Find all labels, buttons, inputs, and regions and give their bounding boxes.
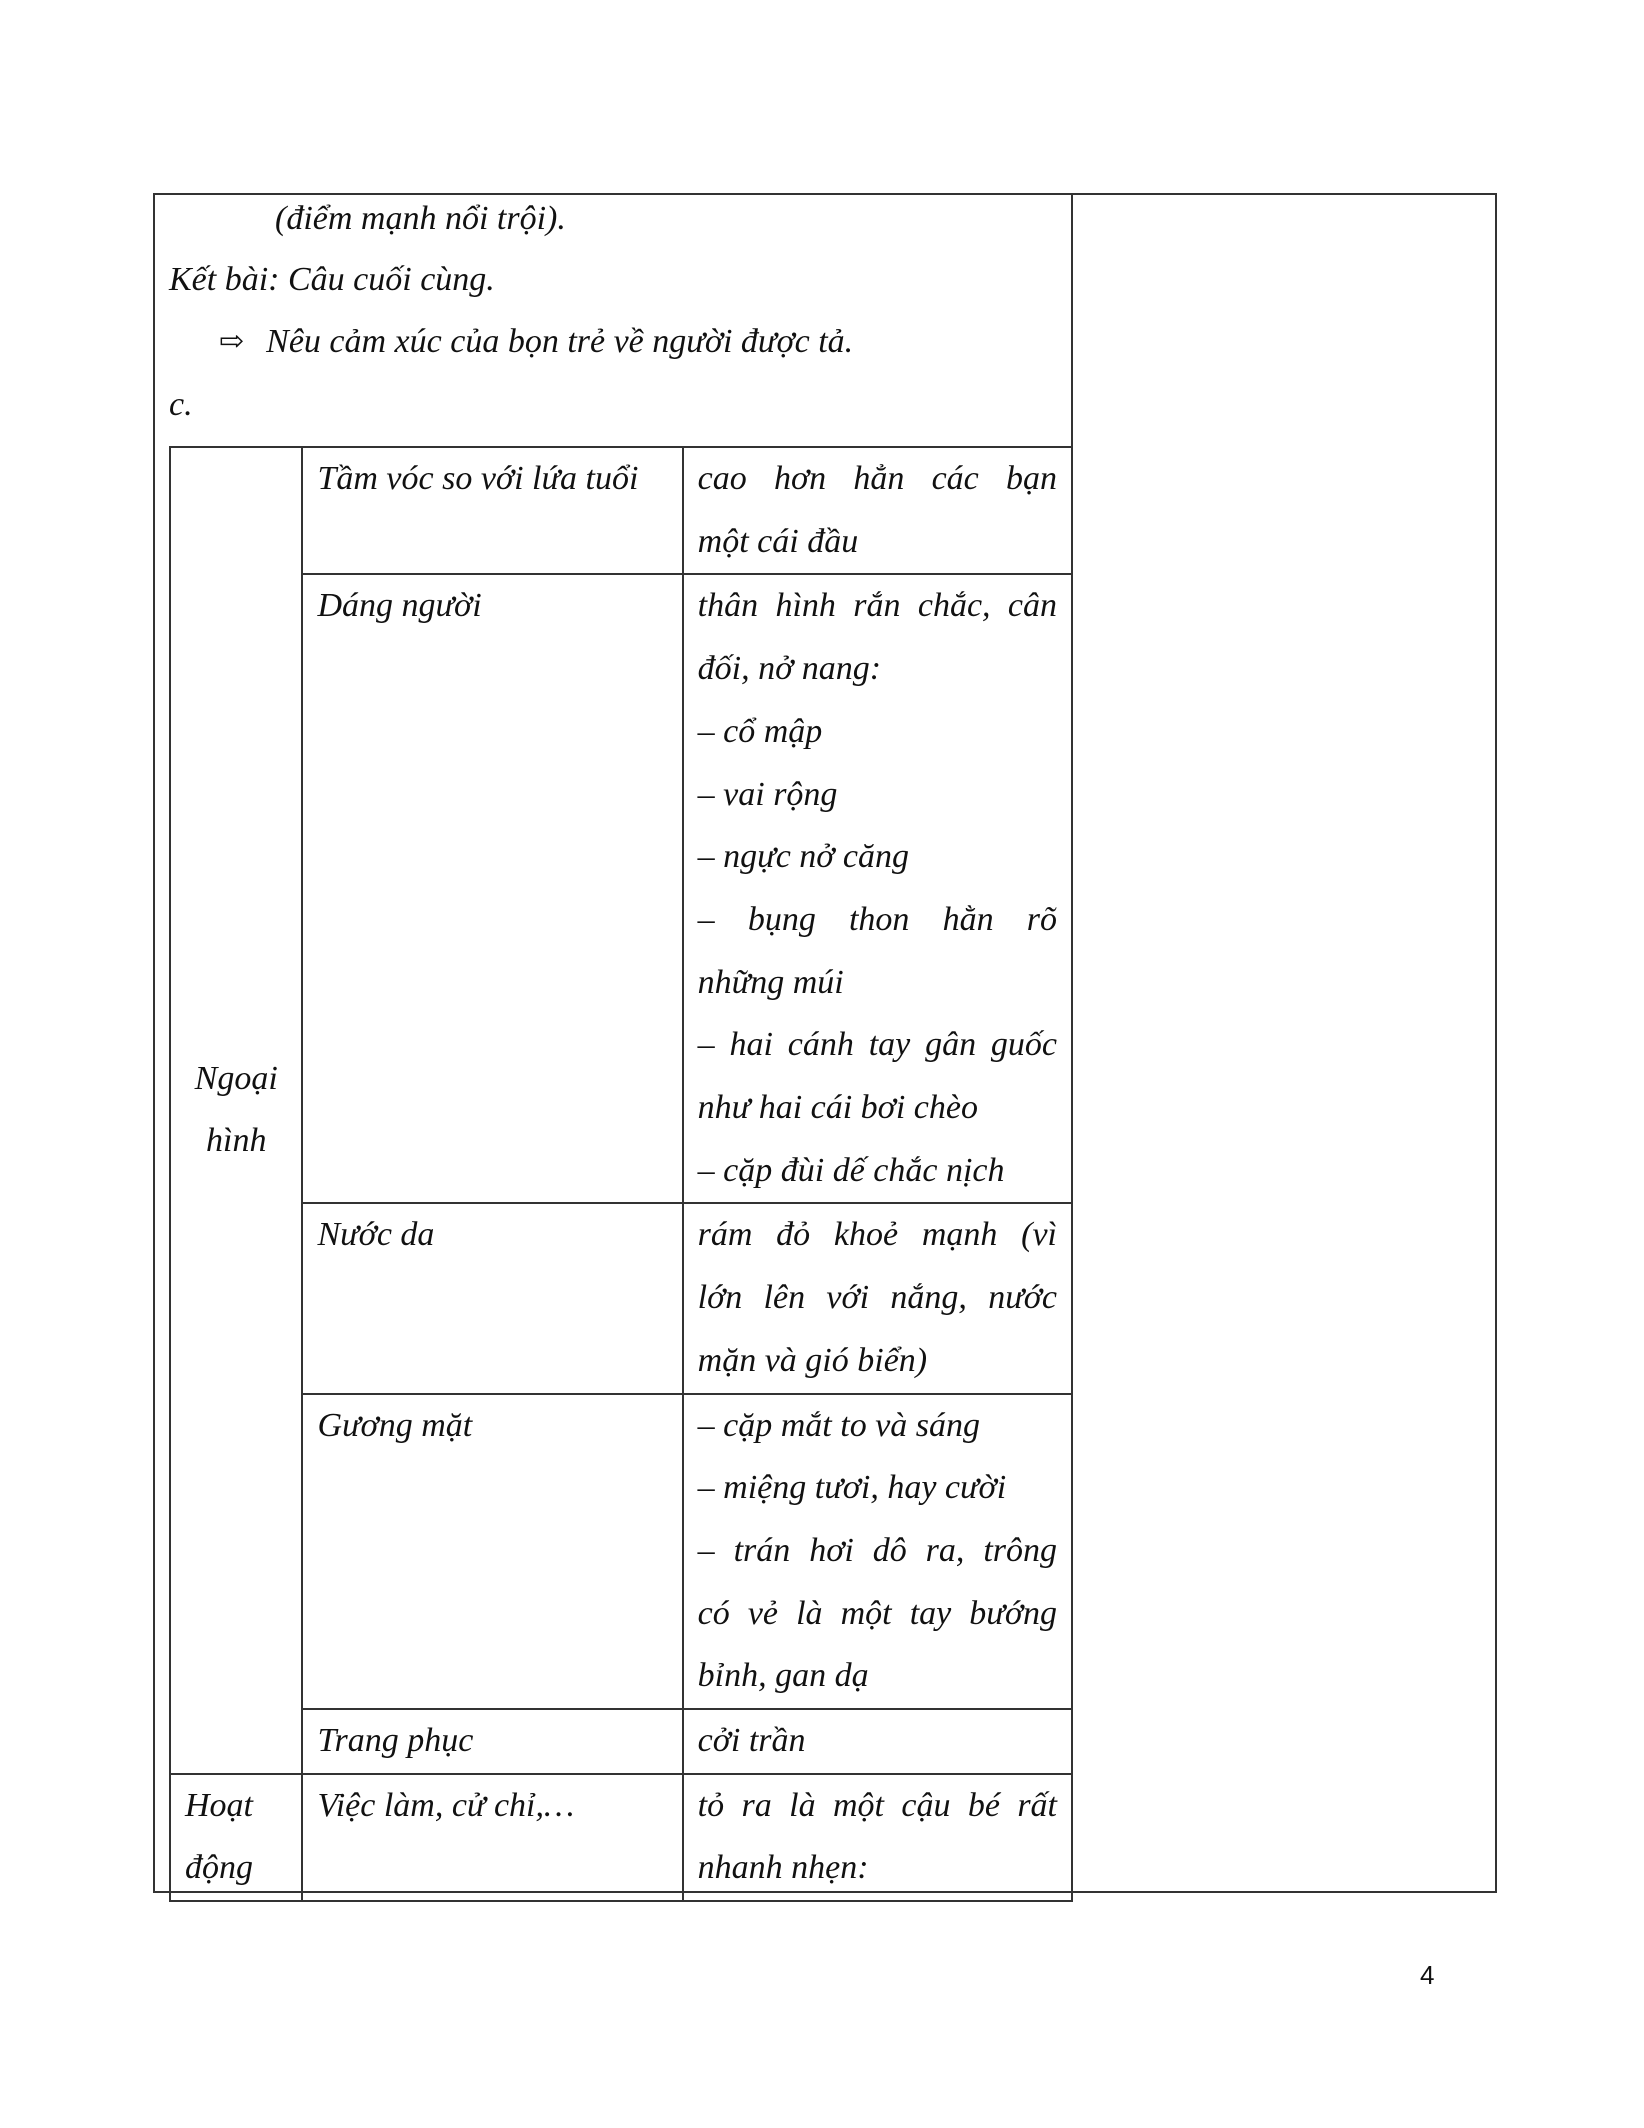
table-row	[170, 574, 1072, 1203]
table-row	[170, 447, 1072, 574]
table-row	[170, 1203, 1072, 1393]
category-label-word: Ngoại	[194, 1059, 278, 1097]
value-line: cởi trần	[697, 1722, 806, 1760]
intro-line-2: Kết bài: Câu cuối cùng.	[169, 261, 495, 298]
value-line: có vẻ là một tay bướng	[697, 1594, 1057, 1632]
value-line: lớn lên với nắng, nước	[697, 1279, 1057, 1317]
value-line: – bụng thon hằn rõ	[697, 900, 1057, 938]
value-line: một cái đầu	[697, 522, 859, 560]
attribute-cell: Trang phục	[302, 1709, 682, 1774]
category-label-word: hình	[206, 1122, 267, 1160]
table-row	[170, 1394, 1072, 1710]
value-cell	[683, 1709, 1072, 1774]
category-label-word: Hoạt	[185, 1786, 253, 1824]
value-line: – hai cánh tay gân guốc	[697, 1026, 1057, 1064]
value-line: những múi	[697, 963, 844, 1001]
page-number: 4	[1420, 1960, 1435, 1990]
attribute-cell: Tầm vóc so với lứa tuổi	[302, 447, 682, 574]
value-line: – miệng tươi, hay cười	[697, 1469, 1007, 1507]
table-row	[170, 1709, 1072, 1774]
value-line: – cổ mập	[697, 712, 823, 750]
value-line: – ngực nở căng	[697, 838, 910, 876]
value-cell	[683, 574, 1072, 1203]
intro-line-3	[219, 322, 853, 362]
attribute-cell: Nước da	[302, 1203, 682, 1393]
outer-table	[153, 193, 1497, 1893]
value-line: cao hơn hẳn các bạn	[697, 460, 1057, 497]
content-column	[155, 195, 1071, 1891]
intro-line-3-text: Nêu cảm xúc của bọn trẻ về người được tả.	[266, 323, 854, 360]
arrow-right-outline-icon: ⇨	[219, 325, 245, 358]
value-line: mặn và gió biển)	[697, 1341, 928, 1379]
value-line: bỉnh, gan dạ	[697, 1657, 869, 1695]
table-row	[170, 1774, 1072, 1901]
category-label-word: động	[185, 1849, 253, 1887]
value-line: – vai rộng	[697, 775, 838, 813]
value-cell	[683, 447, 1072, 574]
category-label	[177, 1048, 295, 1173]
value-line: thân hình rắn chắc, cân	[697, 587, 1057, 625]
value-cell	[683, 1394, 1072, 1710]
intro-line-4: c.	[169, 386, 193, 423]
intro-line-1: (điểm mạnh nổi trội).	[275, 200, 566, 237]
attribute-cell: Dáng người	[302, 574, 682, 1203]
value-cell	[683, 1774, 1072, 1901]
value-line: rám đỏ khoẻ mạnh (vì	[697, 1216, 1057, 1254]
value-line: như hai cái bơi chèo	[697, 1089, 978, 1127]
attribute-cell: Việc làm, cử chỉ,…	[302, 1774, 682, 1901]
value-line: đối, nở nang:	[697, 650, 882, 688]
value-cell	[683, 1203, 1072, 1393]
category-cell-appearance	[170, 447, 302, 1774]
value-line: – trán hơi dô ra, trông	[697, 1531, 1057, 1569]
value-line: – cặp đùi dế chắc nịch	[697, 1151, 1005, 1189]
value-line: – cặp mắt to và sáng	[697, 1406, 981, 1444]
description-table	[169, 446, 1073, 1902]
category-label	[185, 1775, 295, 1900]
category-cell-activity	[170, 1774, 302, 1901]
attribute-cell: Gương mặt	[302, 1394, 682, 1710]
value-line: nhanh nhẹn:	[697, 1849, 869, 1887]
value-line: tỏ ra là một cậu bé rất	[697, 1786, 1057, 1824]
